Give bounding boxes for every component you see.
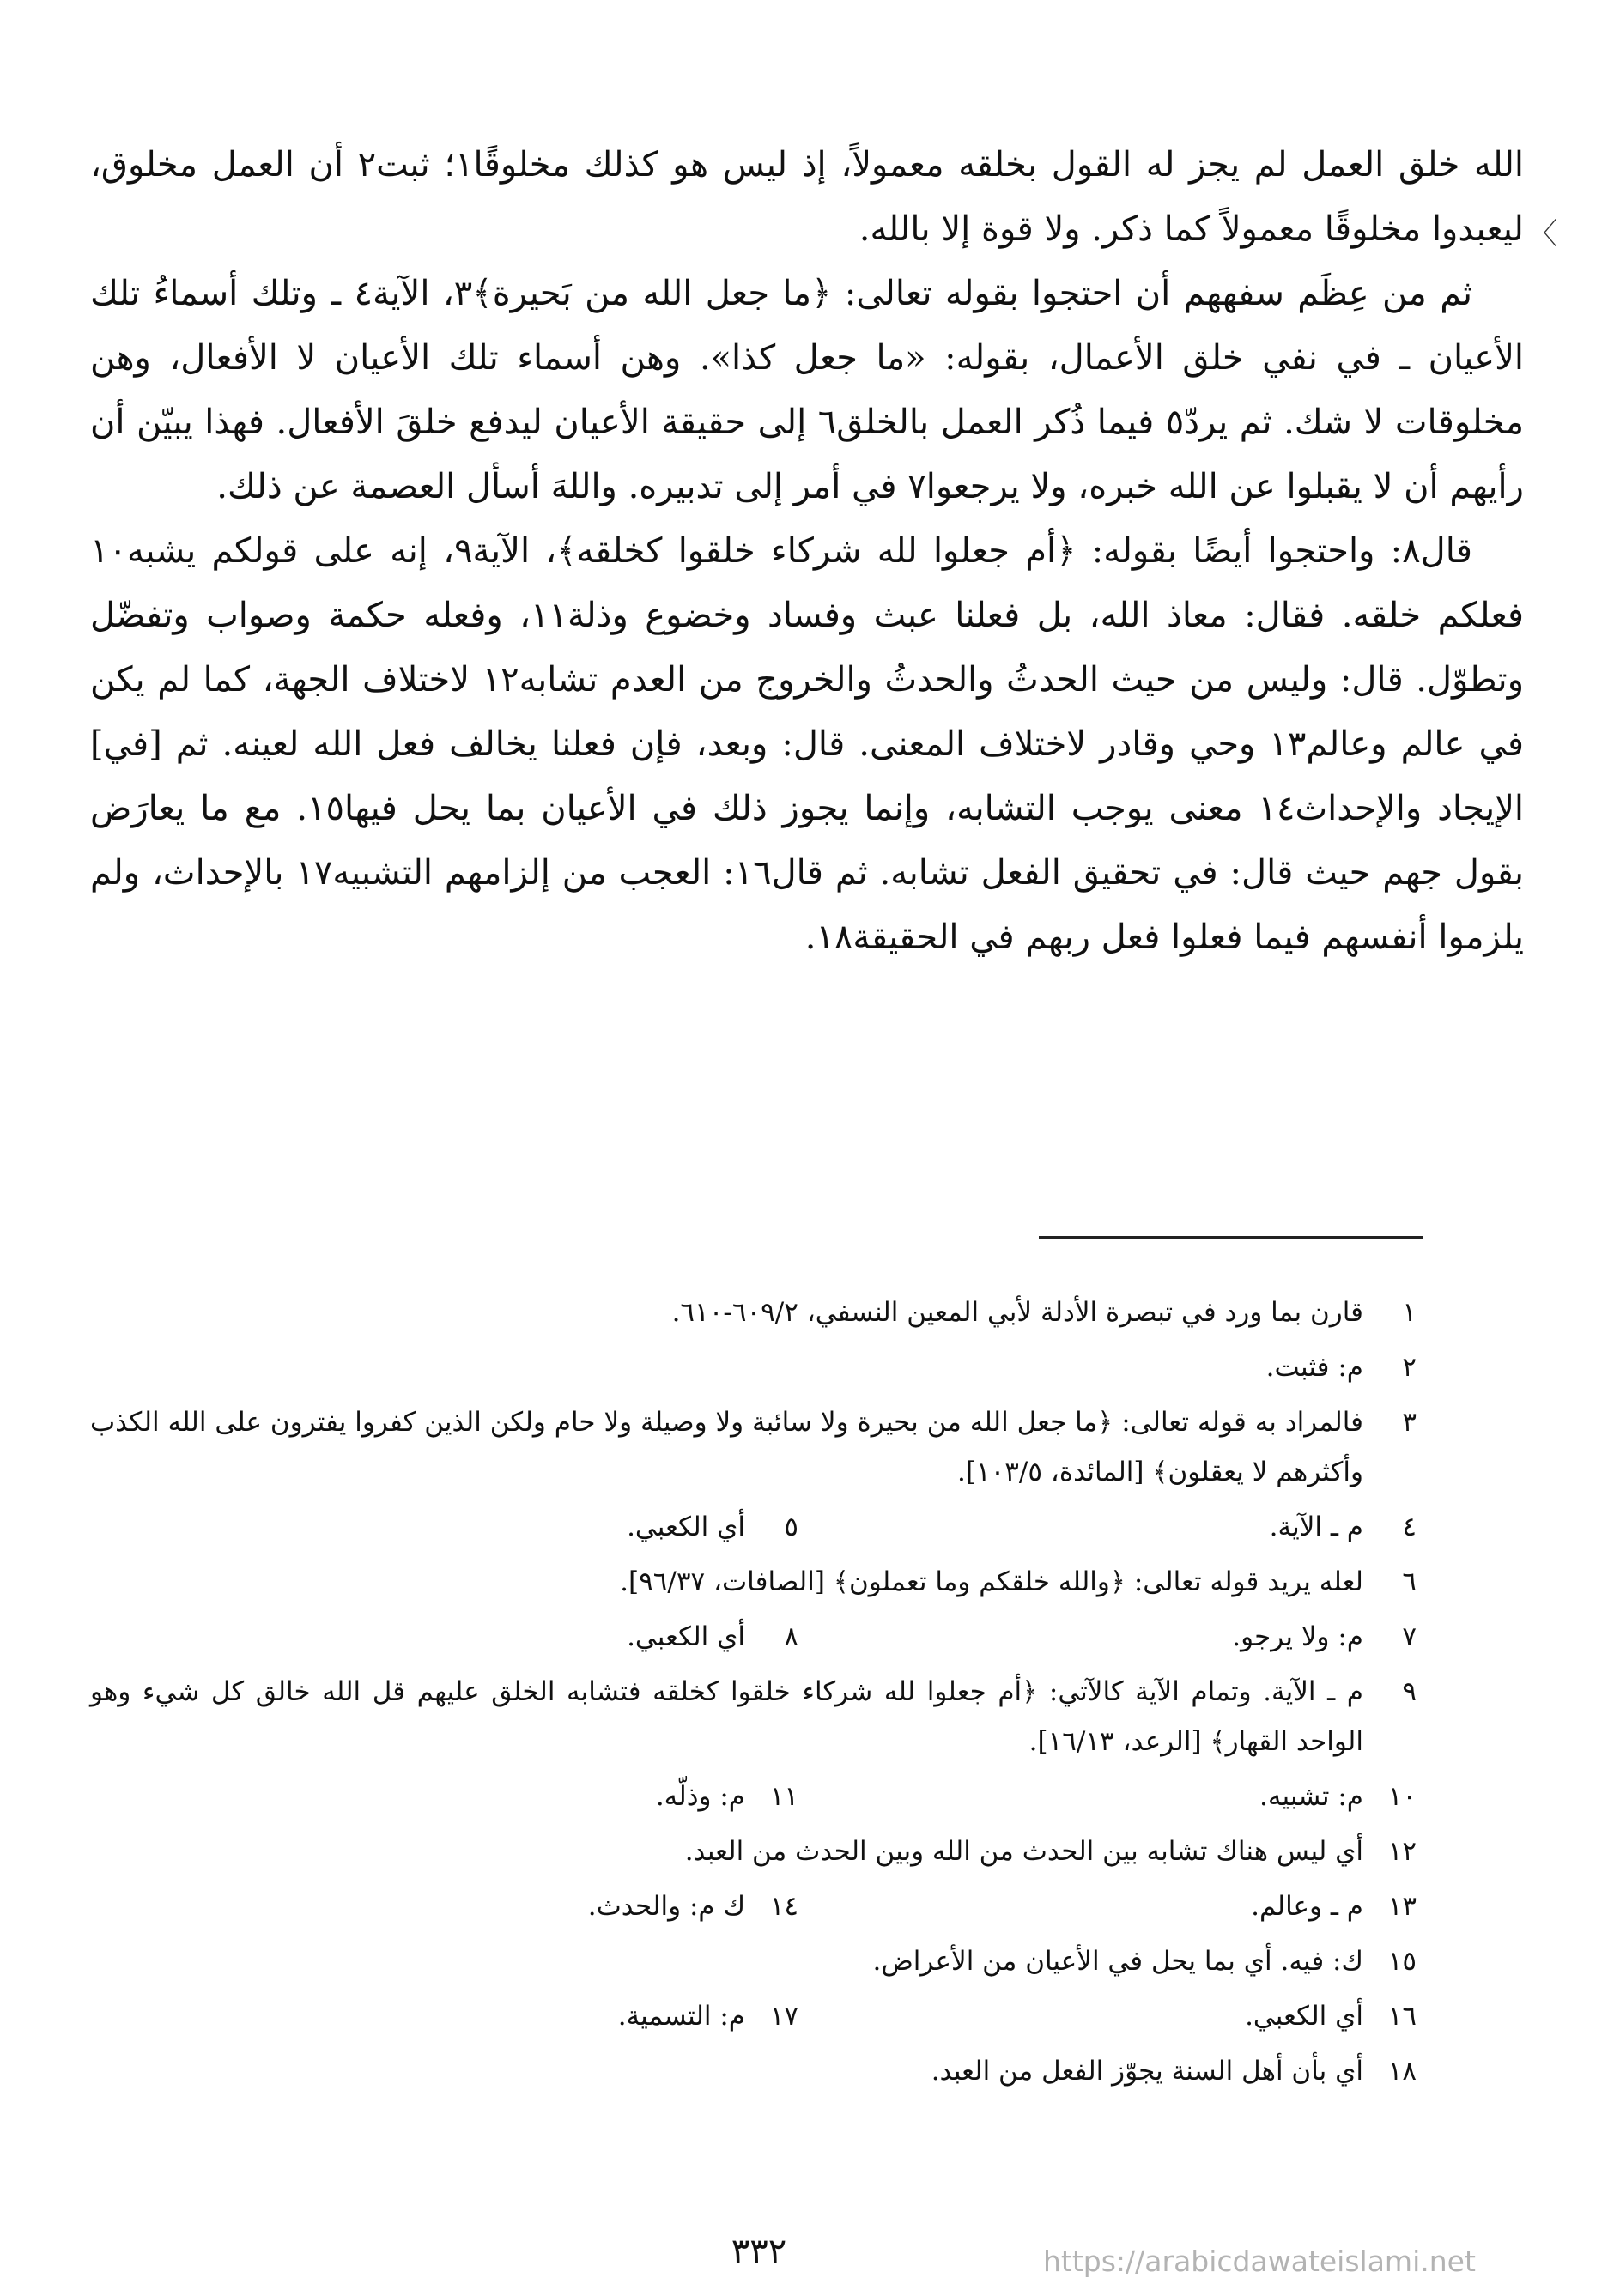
page-number: ٣٣٢	[731, 2232, 787, 2271]
footnote	[798, 1502, 1417, 1552]
footnote-text: أي بأن أهل السنة يجوّز الفعل من العبد.	[931, 2056, 1363, 2087]
watermark-url: https://arabicdawateislami.net	[1043, 2245, 1476, 2278]
footnote	[180, 1991, 798, 2041]
main-text	[90, 133, 1524, 970]
footnote-text: م ـ وعالم.	[1251, 1891, 1363, 1922]
footnote-number: ١	[1402, 1297, 1417, 1328]
footnote-separator	[1039, 1236, 1423, 1239]
footnote-text: أي الكعبي.	[627, 1621, 745, 1652]
footnotes	[90, 1287, 1417, 2101]
paragraph-3: قال٨: واحتجوا أيضًا بقوله: ﴿أم جعلوا لله شركاء خلقوا كخلقه﴾، الآية٩، إنه على قولكم يشبه١٠ فعلكم خلقه. فقال: معاذ الله، بل فعلنا عبث وفساد وخضوع وذلة١١، وفعله حكمة وصواب وتفضّل وتطوّل. قال: وليس من حيث الحدثُ والحدثُ والخروج من العدم تشابه١٢ لاختلاف الجهة، كما لم يكن في عالم وعالم١٣ وحي وقادر لاختلاف المعنى. قال: وبعد، فإن فعلنا يخالف فعل الله لعينه. ثم [في] الإيجاد والإحداث١٤ معنى يوجب التشابه، وإنما يجوز ذلك في الأعيان بما يحل فيها١٥. مع ما يعارَض بقول جهم حيث قال: في تحقيق الفعل تشابه. ثم قال١٦: العجب من إلزامهم التشبيه١٧ بالإحداث، ولم يلزموا أنفسهم فيما فعلوا فعل ربهم في الحقيقة١٨.	[90, 531, 1525, 957]
footnote	[90, 1342, 1417, 1392]
footnote	[798, 1612, 1417, 1662]
footnote	[90, 1936, 1417, 1986]
footnote-row	[90, 1612, 1417, 1662]
margin-bracket-mark: 〈	[1528, 217, 1557, 251]
footnote	[90, 1397, 1417, 1497]
footnote-number: ٢	[1402, 1352, 1417, 1383]
footnote-text: فالمراد به قوله تعالى: ﴿ما جعل الله من بحيرة ولا سائبة ولا وصيلة ولا حام ولكن الذين كفروا يفترون على الله الكذب وأكثرهم لا يعقلون﴾ [المائدة، ١٠٣/٥].	[90, 1407, 1363, 1487]
footnote-row	[90, 1881, 1417, 1931]
footnote-text: م: ولا يرجو.	[1232, 1621, 1363, 1652]
footnote-number: ١٥	[1387, 1946, 1417, 1977]
footnote-row	[90, 1772, 1417, 1821]
footnote	[90, 1827, 1417, 1876]
footnote-number: ٤	[1402, 1511, 1417, 1542]
footnote-row	[90, 1502, 1417, 1552]
footnote-number: ١٣	[1387, 1891, 1417, 1922]
footnote-text: م: وذلّه.	[655, 1781, 745, 1812]
footnote-number: ٣	[1402, 1407, 1417, 1438]
footnote	[90, 1667, 1417, 1766]
footnote-text: ك م: والحدث.	[587, 1891, 745, 1922]
footnote-row	[90, 1991, 1417, 2041]
footnote	[798, 1881, 1417, 1931]
footnote-number: ١٧	[769, 2001, 798, 2032]
footnote-text: ك: فيه. أي بما يحل في الأعيان من الأعراض.	[872, 1946, 1363, 1977]
footnote-number: ٥	[784, 1511, 798, 1542]
footnote-text: م ـ الآية. وتمام الآية كالآتي: ﴿أم جعلوا لله شركاء خلقوا كخلقه فتشابه الخلق عليهم قل الله خالق كل شيء وهو الواحد القهار﴾ [الرعد، ١٦/١٣].	[90, 1676, 1363, 1757]
footnote	[90, 2046, 1417, 2096]
footnote-number: ١٦	[1387, 2001, 1417, 2032]
footnote-text: أي الكعبي.	[627, 1511, 745, 1542]
footnote-number: ١١	[769, 1781, 798, 1812]
footnote-text: م: فثبت.	[1265, 1352, 1363, 1383]
footnote-number: ١٤	[769, 1891, 798, 1922]
footnote	[798, 1772, 1417, 1821]
footnote-number: ١٢	[1387, 1836, 1417, 1867]
footnote-number: ٦	[1402, 1566, 1417, 1597]
footnote-text: م ـ الآية.	[1269, 1511, 1363, 1542]
footnote-number: ١٠	[1387, 1781, 1417, 1812]
footnote	[180, 1881, 798, 1931]
footnote-text: م: التسمية.	[617, 2001, 745, 2032]
footnote	[180, 1612, 798, 1662]
paragraph-1: الله خلق العمل لم يجز له القول بخلقه معمولاً، إذ ليس هو كذلك مخلوقًا١؛ ثبت٢ أن العمل مخلوق، ليعبدوا مخلوقًا معمولاً كما ذكر. ولا قوة إلا بالله.	[90, 145, 1524, 249]
footnote-text: أي الكعبي.	[1245, 2001, 1363, 2032]
footnote-number: ٩	[1402, 1676, 1417, 1707]
footnote-number: ٨	[784, 1621, 798, 1652]
footnote	[90, 1287, 1417, 1337]
paragraph-2: ثم من عِظَم سفههم أن احتجوا بقوله تعالى: ﴿ما جعل الله من بَحيرة﴾٣، الآية٤ ـ وتلك أسماءُ تلك الأعيان ـ في نفي خلق الأعمال، بقوله: «ما جعل كذا». وهن أسماء تلك الأعيان لا الأفعال، وهن مخلوقات لا شك. ثم يردّ٥ فيما ذُكر العمل بالخلق٦ إلى حقيقة الأعيان ليدفع خلقَ الأفعال. فهذا يبيّن أن رأيهم أن لا يقبلوا عن الله خبره، ولا يرجعوا٧ في أمر إلى تدبيره. واللهَ أسأل العصمة عن ذلك.	[90, 274, 1525, 506]
footnote	[180, 1772, 798, 1821]
footnote-text: م: تشبيه.	[1259, 1781, 1363, 1812]
footnote-text: لعله يريد قوله تعالى: ﴿والله خلقكم وما تعملون﴾ [الصافات، ٩٦/٣٧].	[620, 1566, 1363, 1597]
footnote	[798, 1991, 1417, 2041]
footnote	[180, 1502, 798, 1552]
footnote-number: ٧	[1402, 1621, 1417, 1652]
footnote-number: ١٨	[1387, 2056, 1417, 2087]
footnote	[90, 1557, 1417, 1607]
footnote-text: قارن بما ورد في تبصرة الأدلة لأبي المعين النسفي، ٦٠٩/٢-٦١٠.	[671, 1297, 1363, 1328]
footnote-text: أي ليس هناك تشابه بين الحدث من الله وبين الحدث من العبد.	[684, 1836, 1363, 1867]
